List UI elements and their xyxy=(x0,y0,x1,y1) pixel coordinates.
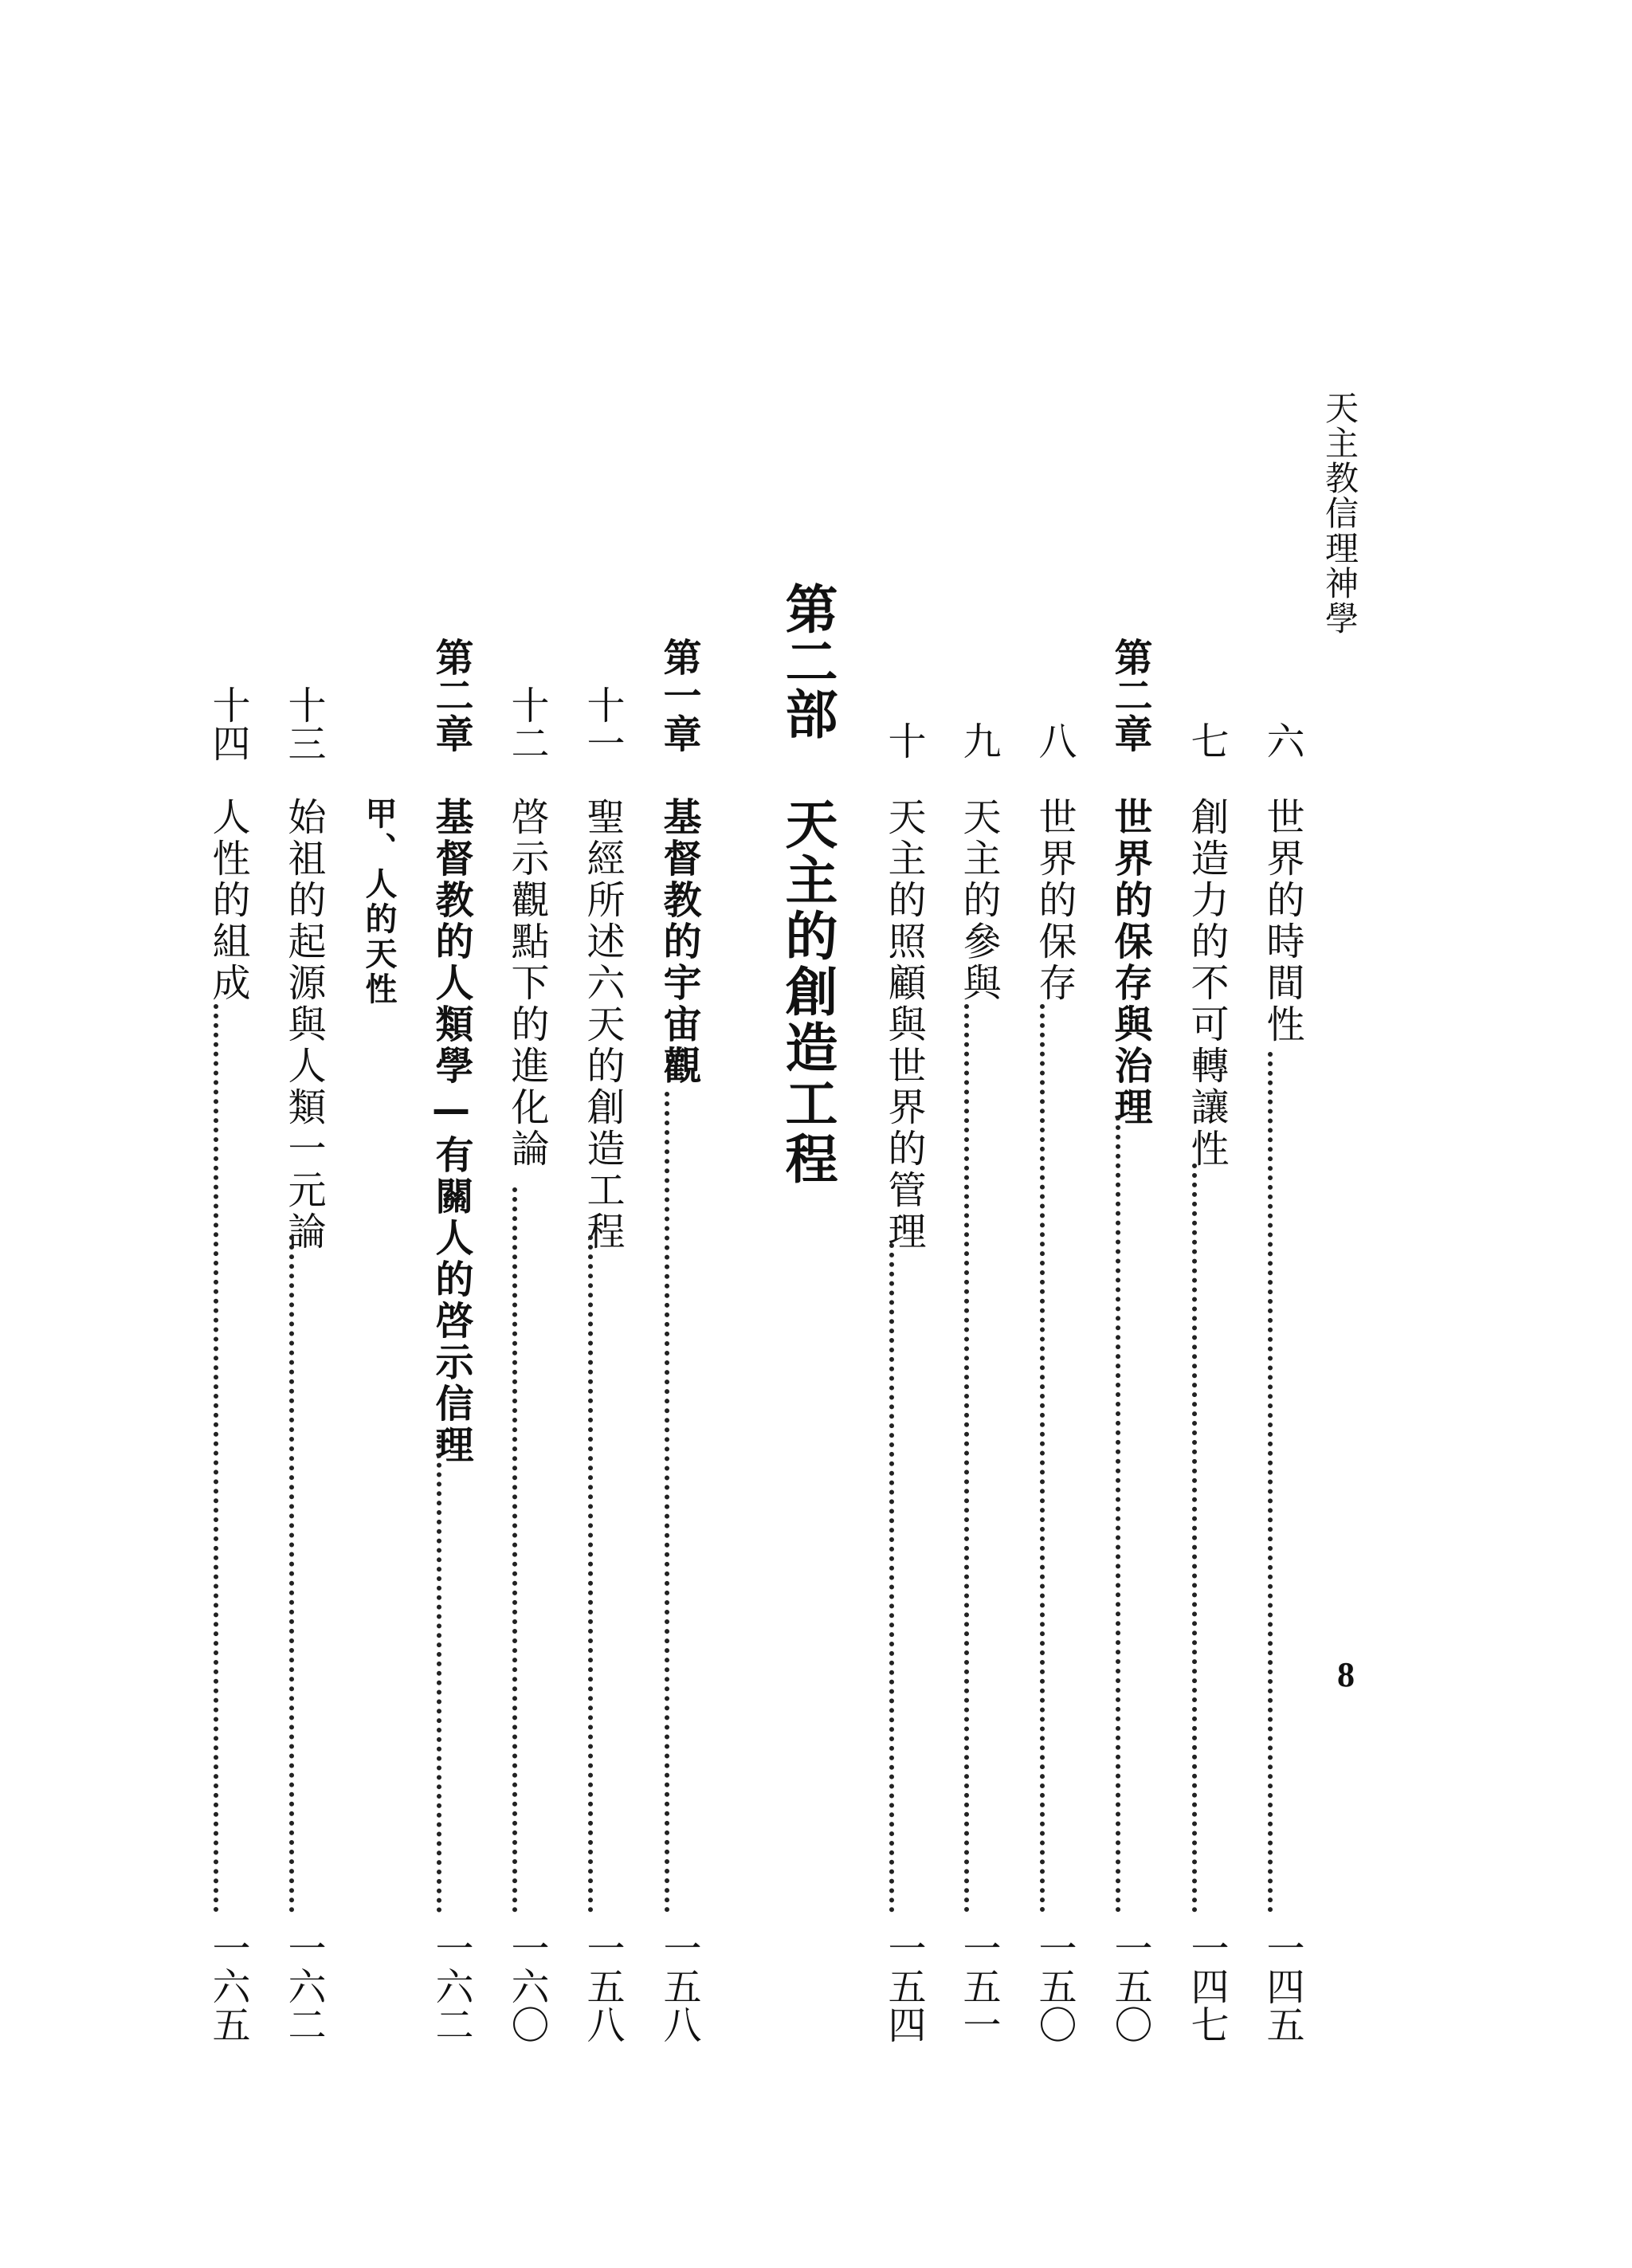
dot-leader xyxy=(1116,1116,1120,1913)
toc-entry xyxy=(414,0,473,2043)
entry-title: 天主的參與 xyxy=(956,797,1001,1004)
entry-title: 啓示觀點下的進化論 xyxy=(504,797,549,1170)
entry-title: 人性的組成 xyxy=(206,797,250,1004)
entry-number: 十一 xyxy=(580,685,625,762)
dot-leader xyxy=(665,1092,669,1913)
part-number: 第二部 xyxy=(776,582,838,740)
entry-number: 十四 xyxy=(206,685,250,762)
dot-leader xyxy=(964,1004,969,1913)
entry-title: 基督教的人類學—有關人的啓示信理 xyxy=(429,797,473,1466)
entry-title: 基督教的宇宙觀 xyxy=(657,797,701,1087)
toc-entry xyxy=(867,0,926,2043)
entry-title: 世界的保存 xyxy=(1032,797,1077,1004)
entry-page: 一六五 xyxy=(206,1929,250,2043)
entry-page: 一五〇 xyxy=(1032,1929,1077,2043)
entry-number: 十三 xyxy=(281,685,326,762)
entry-number: 十 xyxy=(881,721,926,759)
entry-number: 八 xyxy=(1032,721,1077,759)
entry-number: 七 xyxy=(1184,721,1229,759)
entry-page: 一六二 xyxy=(281,1929,326,2043)
entry-page: 一五八 xyxy=(657,1929,701,2043)
entry-number: 第一章 xyxy=(657,638,701,752)
page-number: 8 xyxy=(1337,1655,1355,1694)
dot-leader xyxy=(214,1004,218,1913)
running-title: 天主教信理神學 xyxy=(1320,390,1359,636)
entry-title: 始祖的起源與人類一元論 xyxy=(281,797,326,1253)
entry-page: 一六二 xyxy=(429,1929,473,2043)
toc-entry xyxy=(1246,0,1304,2043)
entry-page: 一五〇 xyxy=(1108,1929,1152,2043)
entry-number: 六 xyxy=(1260,721,1304,759)
entry-title: 創造力的不可轉讓性 xyxy=(1184,797,1229,1170)
toc-entry xyxy=(566,0,625,2043)
dot-leader xyxy=(1040,1004,1045,1913)
toc-entry xyxy=(1018,0,1077,2043)
dot-leader xyxy=(512,1187,517,1913)
toc-entry xyxy=(267,0,326,2043)
entry-page: 一五八 xyxy=(580,1929,625,2043)
dot-leader xyxy=(588,1235,593,1913)
toc-entry xyxy=(942,0,1001,2043)
dot-leader xyxy=(289,1235,294,1913)
entry-number: 十二 xyxy=(504,685,549,762)
dot-leader xyxy=(1268,1052,1273,1913)
entry-title: 聖經所述六天的創造工程 xyxy=(580,797,625,1253)
part-title: 天主的創造工程 xyxy=(776,797,838,1187)
toc-subheading xyxy=(339,0,397,1594)
entry-number: 第二章 xyxy=(429,638,473,752)
toc-entry xyxy=(1093,0,1152,2043)
dot-leader xyxy=(437,1434,441,1913)
toc-entry xyxy=(642,0,701,2043)
entry-number: 第二章 xyxy=(1108,638,1152,752)
toc-part-heading xyxy=(761,0,838,1594)
entry-title: 天主的照顧與世界的管理 xyxy=(881,797,926,1253)
dot-leader xyxy=(1192,1163,1197,1913)
toc-entry xyxy=(1170,0,1229,2043)
entry-number: 九 xyxy=(956,721,1001,759)
entry-page: 一五一 xyxy=(956,1929,1001,2043)
toc-entry xyxy=(490,0,549,2043)
entry-title: 世界的保存與治理 xyxy=(1108,797,1152,1128)
entry-page: 一五四 xyxy=(881,1929,926,2043)
toc-entry xyxy=(191,0,250,2043)
entry-page: 一四七 xyxy=(1184,1929,1229,2043)
subheading-title: 甲、人的天性 xyxy=(360,797,397,1007)
entry-page: 一六〇 xyxy=(504,1929,549,2043)
dot-leader xyxy=(889,1243,894,1913)
entry-page: 一四五 xyxy=(1260,1929,1304,2043)
entry-title: 世界的時間性 xyxy=(1260,797,1304,1046)
